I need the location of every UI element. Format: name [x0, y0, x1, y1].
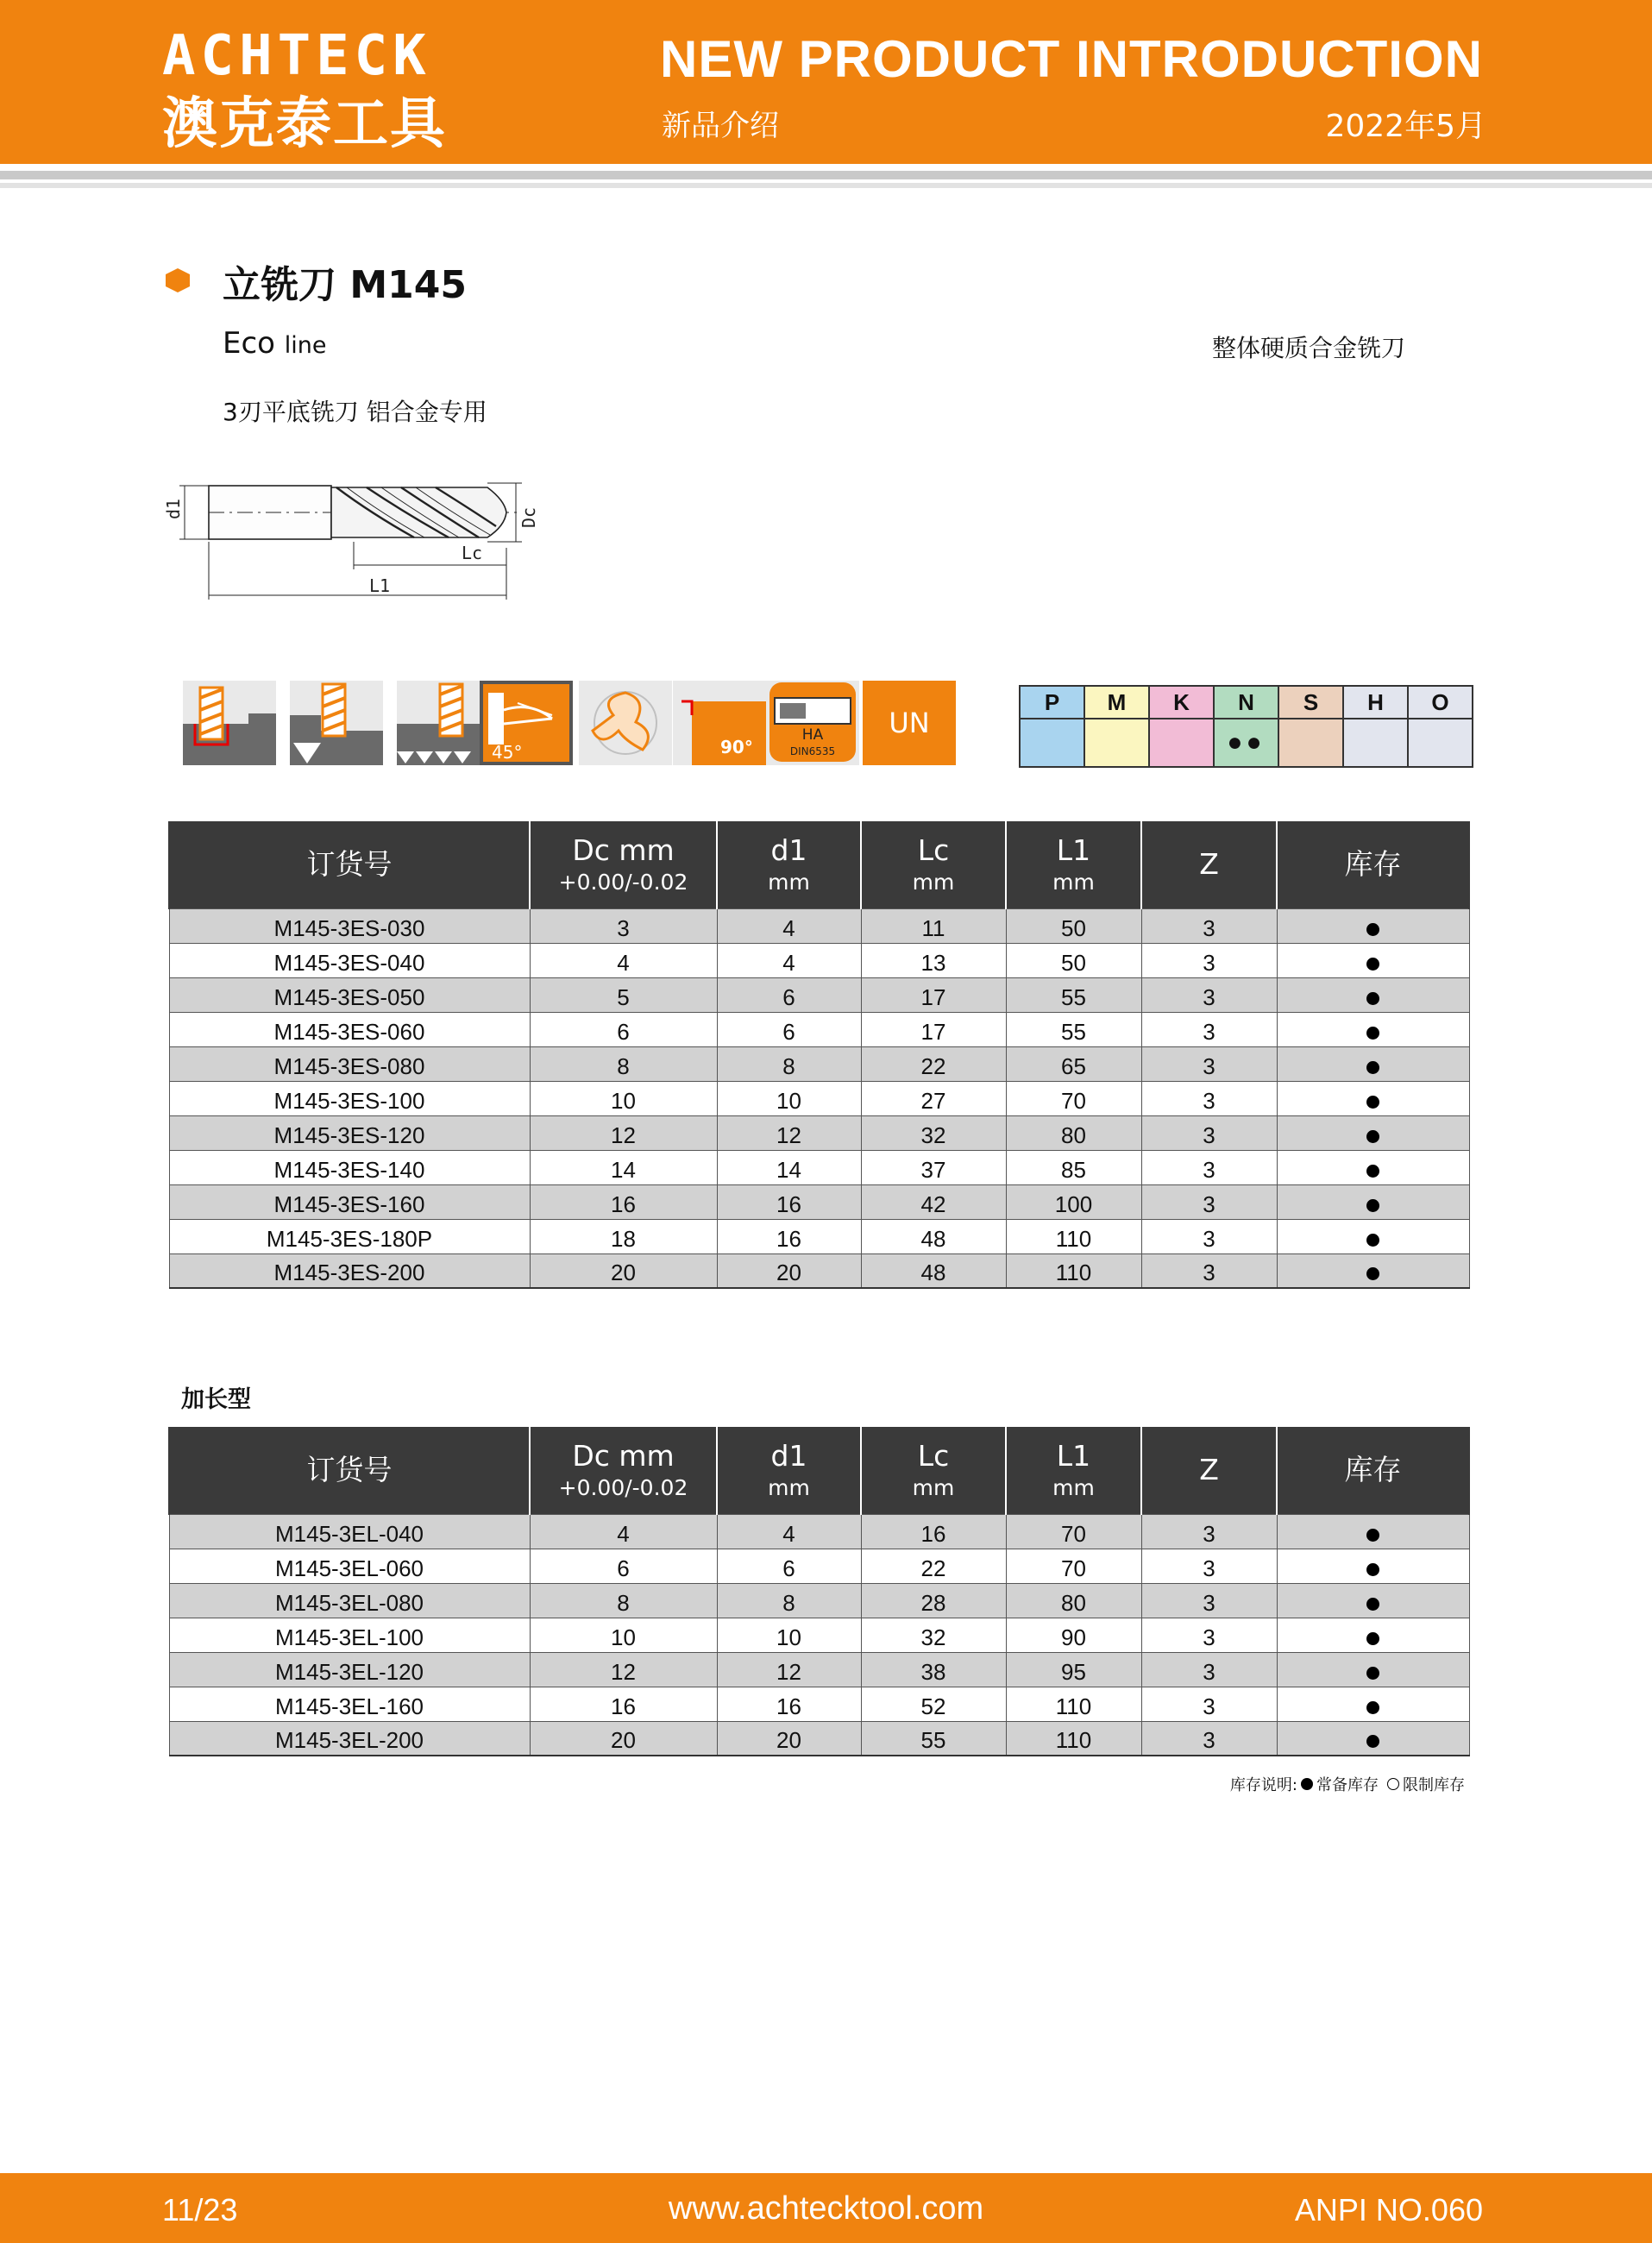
table-row: [169, 1081, 1469, 1115]
stock-dot-icon: [1366, 1529, 1379, 1542]
order-number-cell: M145-3EL-120: [169, 1652, 530, 1687]
stock-dot-icon: [1366, 1165, 1379, 1178]
table-row: [169, 1652, 1469, 1687]
value-cell: 3: [1141, 1150, 1277, 1184]
column-header: [1277, 1427, 1469, 1514]
material-m-rating: [1084, 719, 1149, 767]
order-number-cell: M145-3ES-050: [169, 977, 530, 1012]
value-cell: 3: [1141, 1115, 1277, 1150]
stock-cell: [1277, 1150, 1469, 1184]
material-header-row: [1020, 686, 1473, 719]
column-header-unit: mm: [912, 1475, 955, 1501]
stock-dot-icon: [1366, 1598, 1379, 1611]
value-cell: 4: [717, 1514, 861, 1549]
drawing-label-lc: Lc: [462, 543, 483, 563]
stock-cell: [1277, 1012, 1469, 1046]
column-header-label: L1: [1056, 1439, 1091, 1473]
value-cell: 4: [530, 1514, 717, 1549]
column-header-label: 订货号: [306, 1453, 393, 1487]
value-cell: 3: [1141, 1219, 1277, 1253]
value-cell: 95: [1006, 1652, 1141, 1687]
value-cell: 3: [1141, 1046, 1277, 1081]
stock-dot-icon: [1366, 1563, 1379, 1576]
column-header-label: 订货号: [306, 847, 393, 882]
order-number-cell: M145-3EL-060: [169, 1549, 530, 1583]
stock-cell: [1277, 1253, 1469, 1288]
value-cell: 6: [530, 1012, 717, 1046]
column-header-label: 库存: [1344, 1453, 1402, 1487]
value-cell: 3: [1141, 1184, 1277, 1219]
table-row: [169, 1583, 1469, 1618]
value-cell: 3: [1141, 1583, 1277, 1618]
stock-cell: [1277, 1219, 1469, 1253]
value-cell: 3: [1141, 1514, 1277, 1549]
value-cell: 55: [1006, 977, 1141, 1012]
column-header-label: Z: [1199, 847, 1219, 882]
value-cell: 8: [717, 1046, 861, 1081]
value-cell: 55: [1006, 1012, 1141, 1046]
slotting-icon: [183, 681, 276, 765]
column-header-unit: mm: [1052, 1475, 1095, 1501]
material-n: N: [1214, 686, 1278, 719]
material-s-rating: [1278, 719, 1343, 767]
legend-label: 库存说明:: [1229, 1776, 1297, 1794]
corner-90-icon: [673, 681, 766, 765]
order-number-cell: M145-3ES-140: [169, 1150, 530, 1184]
value-cell: 70: [1006, 1549, 1141, 1583]
value-cell: 16: [530, 1184, 717, 1219]
material-s: S: [1278, 686, 1343, 719]
column-header: [530, 821, 717, 908]
table-row: [169, 1618, 1469, 1652]
value-cell: 110: [1006, 1721, 1141, 1756]
page-number: 11/23: [162, 2192, 238, 2227]
value-cell: 3: [1141, 1012, 1277, 1046]
stock-legend: [1230, 1773, 1465, 1795]
value-cell: 18: [530, 1219, 717, 1253]
column-header-label: d1: [770, 1439, 807, 1473]
order-number-cell: M145-3ES-160: [169, 1184, 530, 1219]
column-header: [1006, 821, 1141, 908]
table-header-row: [169, 821, 1469, 908]
value-cell: 6: [717, 1012, 861, 1046]
value-cell: 28: [861, 1583, 1006, 1618]
value-cell: 12: [717, 1115, 861, 1150]
page-footer: [0, 2173, 1652, 2243]
value-cell: 4: [717, 908, 861, 943]
material-o: O: [1408, 686, 1473, 719]
value-cell: 38: [861, 1652, 1006, 1687]
stock-cell: [1277, 1652, 1469, 1687]
column-header: [169, 821, 530, 908]
material-n-rating: ●●: [1214, 719, 1278, 767]
stock-cell: [1277, 1184, 1469, 1219]
product-description: 3刃平底铣刀 铝合金专用: [223, 398, 487, 426]
order-number-cell: M145-3ES-180P: [169, 1219, 530, 1253]
table-row: [169, 977, 1469, 1012]
column-header-label: Lc: [917, 833, 950, 868]
material-h: H: [1343, 686, 1408, 719]
stock-dot-icon: [1366, 1061, 1379, 1074]
column-header-label: L1: [1056, 833, 1091, 868]
material-rating-row: [1020, 719, 1473, 767]
table-row: [169, 1549, 1469, 1583]
value-cell: 12: [530, 1115, 717, 1150]
un-icon: UN: [863, 681, 956, 765]
stock-dot-icon: [1366, 1267, 1379, 1280]
material-o-rating: [1408, 719, 1473, 767]
value-cell: 16: [717, 1184, 861, 1219]
value-cell: 22: [861, 1549, 1006, 1583]
stock-cell: [1277, 1549, 1469, 1583]
order-number-cell: M145-3ES-200: [169, 1253, 530, 1288]
column-header: [1277, 821, 1469, 908]
value-cell: 8: [717, 1583, 861, 1618]
column-header: [717, 1427, 861, 1514]
value-cell: 3: [1141, 943, 1277, 977]
stock-cell: [1277, 1514, 1469, 1549]
value-cell: 48: [861, 1253, 1006, 1288]
value-cell: 3: [1141, 1687, 1277, 1721]
column-header-label: d1: [770, 833, 807, 868]
order-number-cell: M145-3EL-040: [169, 1514, 530, 1549]
value-cell: 4: [530, 943, 717, 977]
anpi-number: ANPI NO.060: [1294, 2192, 1483, 2227]
stock-cell: [1277, 1046, 1469, 1081]
shank-standard-label: DIN6535: [789, 745, 836, 757]
three-flute-icon: [579, 681, 672, 765]
table-row: [169, 1721, 1469, 1756]
end-mill-drawing: [155, 466, 621, 613]
column-header: [717, 821, 861, 908]
stock-filled-dot-icon: [1301, 1778, 1313, 1790]
order-number-cell: M145-3ES-080: [169, 1046, 530, 1081]
stock-dot-icon: [1366, 1130, 1379, 1143]
order-number-cell: M145-3EL-080: [169, 1583, 530, 1618]
product-line-suffix: line: [284, 332, 327, 359]
column-header: [861, 1427, 1006, 1514]
value-cell: 12: [717, 1652, 861, 1687]
value-cell: 16: [717, 1687, 861, 1721]
value-cell: 16: [530, 1687, 717, 1721]
brand-logo-en: ACHTECK: [162, 24, 431, 88]
column-header-unit: +0.00/-0.02: [558, 870, 688, 895]
value-cell: 16: [861, 1514, 1006, 1549]
page-header: [0, 0, 1652, 164]
stock-dot-icon: [1366, 1234, 1379, 1247]
corner-angle-label: 90°: [720, 737, 753, 757]
value-cell: 3: [1141, 1253, 1277, 1288]
value-cell: 16: [717, 1219, 861, 1253]
value-cell: 110: [1006, 1219, 1141, 1253]
value-cell: 10: [530, 1081, 717, 1115]
stock-dot-icon: [1366, 1735, 1379, 1748]
legend-limited: 限制库存: [1403, 1776, 1465, 1794]
product-category: 整体硬质合金铣刀: [1212, 334, 1406, 362]
table-row: [169, 943, 1469, 977]
helix-angle-label: 45°: [492, 742, 523, 762]
column-header-label: Lc: [917, 1439, 950, 1473]
value-cell: 20: [717, 1721, 861, 1756]
value-cell: 85: [1006, 1150, 1141, 1184]
value-cell: 20: [530, 1721, 717, 1756]
stock-dot-icon: [1366, 1199, 1379, 1212]
header-date: 2022年5月: [1325, 109, 1486, 144]
value-cell: 48: [861, 1219, 1006, 1253]
value-cell: 3: [1141, 908, 1277, 943]
table-row: [169, 908, 1469, 943]
table-row: [169, 1115, 1469, 1150]
value-cell: 70: [1006, 1514, 1141, 1549]
column-header: [1141, 1427, 1277, 1514]
ramping-icon: [397, 681, 490, 765]
table-row: [169, 1514, 1469, 1549]
helix-45-icon: [480, 681, 573, 765]
value-cell: 8: [530, 1046, 717, 1081]
value-cell: 50: [1006, 943, 1141, 977]
value-cell: 6: [717, 977, 861, 1012]
table-header-row: [169, 1427, 1469, 1514]
value-cell: 13: [861, 943, 1006, 977]
order-number-cell: M145-3EL-100: [169, 1618, 530, 1652]
material-p: P: [1020, 686, 1084, 719]
value-cell: 3: [1141, 1721, 1277, 1756]
table-row: [169, 1150, 1469, 1184]
value-cell: 6: [530, 1549, 717, 1583]
column-header-unit: mm: [912, 870, 955, 895]
table-body: [169, 908, 1469, 1288]
column-header-unit: mm: [768, 870, 810, 895]
drawing-label-l1: L1: [369, 575, 391, 596]
table-body: [169, 1514, 1469, 1756]
website-link[interactable]: www.achtecktool.com: [668, 2190, 984, 2227]
value-cell: 17: [861, 977, 1006, 1012]
material-p-rating: [1020, 719, 1084, 767]
value-cell: 4: [717, 943, 861, 977]
value-cell: 3: [1141, 977, 1277, 1012]
header-title: NEW PRODUCT INTRODUCTION: [660, 30, 1483, 88]
stock-cell: [1277, 1618, 1469, 1652]
order-number-cell: M145-3EL-160: [169, 1687, 530, 1721]
header-divider: [0, 171, 1652, 179]
stock-dot-icon: [1366, 1667, 1379, 1680]
order-number-cell: M145-3ES-120: [169, 1115, 530, 1150]
value-cell: 70: [1006, 1081, 1141, 1115]
material-k: K: [1149, 686, 1214, 719]
stock-dot-icon: [1366, 923, 1379, 936]
hexagon-bullet-icon: [166, 268, 190, 292]
column-header-label: 库存: [1344, 847, 1402, 882]
extended-length-table: [168, 1427, 1470, 1756]
drawing-label-dc: Dc: [518, 506, 539, 528]
header-divider-light: [0, 183, 1652, 188]
material-m: M: [1084, 686, 1149, 719]
value-cell: 6: [717, 1549, 861, 1583]
stock-dot-icon: [1366, 1632, 1379, 1645]
product-line: [223, 326, 327, 361]
value-cell: 5: [530, 977, 717, 1012]
column-header: [1141, 821, 1277, 908]
table-row: [169, 1219, 1469, 1253]
header-subtitle: 新品介绍: [662, 109, 779, 143]
value-cell: 52: [861, 1687, 1006, 1721]
product-line-name: Eco: [223, 326, 275, 361]
column-header: [530, 1427, 717, 1514]
value-cell: 110: [1006, 1253, 1141, 1288]
drawing-label-d1: d1: [163, 498, 184, 519]
table-row: [169, 1687, 1469, 1721]
profiling-icon: [290, 681, 383, 765]
value-cell: 37: [861, 1150, 1006, 1184]
value-cell: 80: [1006, 1115, 1141, 1150]
order-number-cell: M145-3ES-060: [169, 1012, 530, 1046]
stock-hollow-dot-icon: [1387, 1778, 1399, 1790]
value-cell: 3: [1141, 1549, 1277, 1583]
legend-stock: 常备库存: [1316, 1776, 1379, 1794]
column-header: [861, 821, 1006, 908]
stock-dot-icon: [1366, 1027, 1379, 1040]
value-cell: 27: [861, 1081, 1006, 1115]
order-number-cell: M145-3ES-030: [169, 908, 530, 943]
stock-cell: [1277, 908, 1469, 943]
value-cell: 100: [1006, 1184, 1141, 1219]
value-cell: 80: [1006, 1583, 1141, 1618]
stock-dot-icon: [1366, 992, 1379, 1005]
shank-type-label: HA: [801, 726, 824, 744]
value-cell: 55: [861, 1721, 1006, 1756]
material-k-rating: [1149, 719, 1214, 767]
table-row: [169, 1253, 1469, 1288]
table-row: [169, 1184, 1469, 1219]
value-cell: 10: [717, 1618, 861, 1652]
stock-cell: [1277, 1081, 1469, 1115]
extended-length-heading: 加长型: [181, 1386, 251, 1413]
value-cell: 20: [717, 1253, 861, 1288]
shank-ha-icon: [766, 681, 859, 765]
order-number-cell: M145-3ES-100: [169, 1081, 530, 1115]
value-cell: 90: [1006, 1618, 1141, 1652]
column-header-unit: +0.00/-0.02: [558, 1475, 688, 1501]
stock-dot-icon: [1366, 1701, 1379, 1714]
material-table: [1019, 685, 1473, 768]
table-row: [169, 1012, 1469, 1046]
stock-cell: [1277, 977, 1469, 1012]
value-cell: 32: [861, 1115, 1006, 1150]
order-number-cell: M145-3EL-200: [169, 1721, 530, 1756]
column-header: [169, 1427, 530, 1514]
value-cell: 20: [530, 1253, 717, 1288]
value-cell: 3: [1141, 1652, 1277, 1687]
stock-dot-icon: [1366, 1096, 1379, 1109]
column-header-unit: mm: [768, 1475, 810, 1501]
column-header-label: Dc mm: [572, 833, 675, 868]
material-h-rating: [1343, 719, 1408, 767]
column-header-label: Dc mm: [572, 1439, 675, 1473]
stock-cell: [1277, 943, 1469, 977]
value-cell: 3: [530, 908, 717, 943]
value-cell: 10: [717, 1081, 861, 1115]
value-cell: 3: [1141, 1081, 1277, 1115]
standard-length-table: [168, 821, 1470, 1289]
stock-cell: [1277, 1115, 1469, 1150]
value-cell: 3: [1141, 1618, 1277, 1652]
product-title: 立铣刀 M145: [223, 263, 467, 307]
value-cell: 12: [530, 1652, 717, 1687]
stock-cell: [1277, 1721, 1469, 1756]
value-cell: 8: [530, 1583, 717, 1618]
order-number-cell: M145-3ES-040: [169, 943, 530, 977]
value-cell: 32: [861, 1618, 1006, 1652]
value-cell: 110: [1006, 1687, 1141, 1721]
stock-dot-icon: [1366, 958, 1379, 971]
stock-cell: [1277, 1687, 1469, 1721]
value-cell: 11: [861, 908, 1006, 943]
column-header-label: Z: [1199, 1453, 1219, 1487]
value-cell: 17: [861, 1012, 1006, 1046]
value-cell: 10: [530, 1618, 717, 1652]
table-row: [169, 1046, 1469, 1081]
column-header-unit: mm: [1052, 870, 1095, 895]
value-cell: 14: [717, 1150, 861, 1184]
column-header: [1006, 1427, 1141, 1514]
stock-cell: [1277, 1583, 1469, 1618]
value-cell: 65: [1006, 1046, 1141, 1081]
value-cell: 14: [530, 1150, 717, 1184]
brand-logo-cn: 澳克泰工具: [162, 92, 447, 156]
value-cell: 42: [861, 1184, 1006, 1219]
value-cell: 50: [1006, 908, 1141, 943]
value-cell: 22: [861, 1046, 1006, 1081]
